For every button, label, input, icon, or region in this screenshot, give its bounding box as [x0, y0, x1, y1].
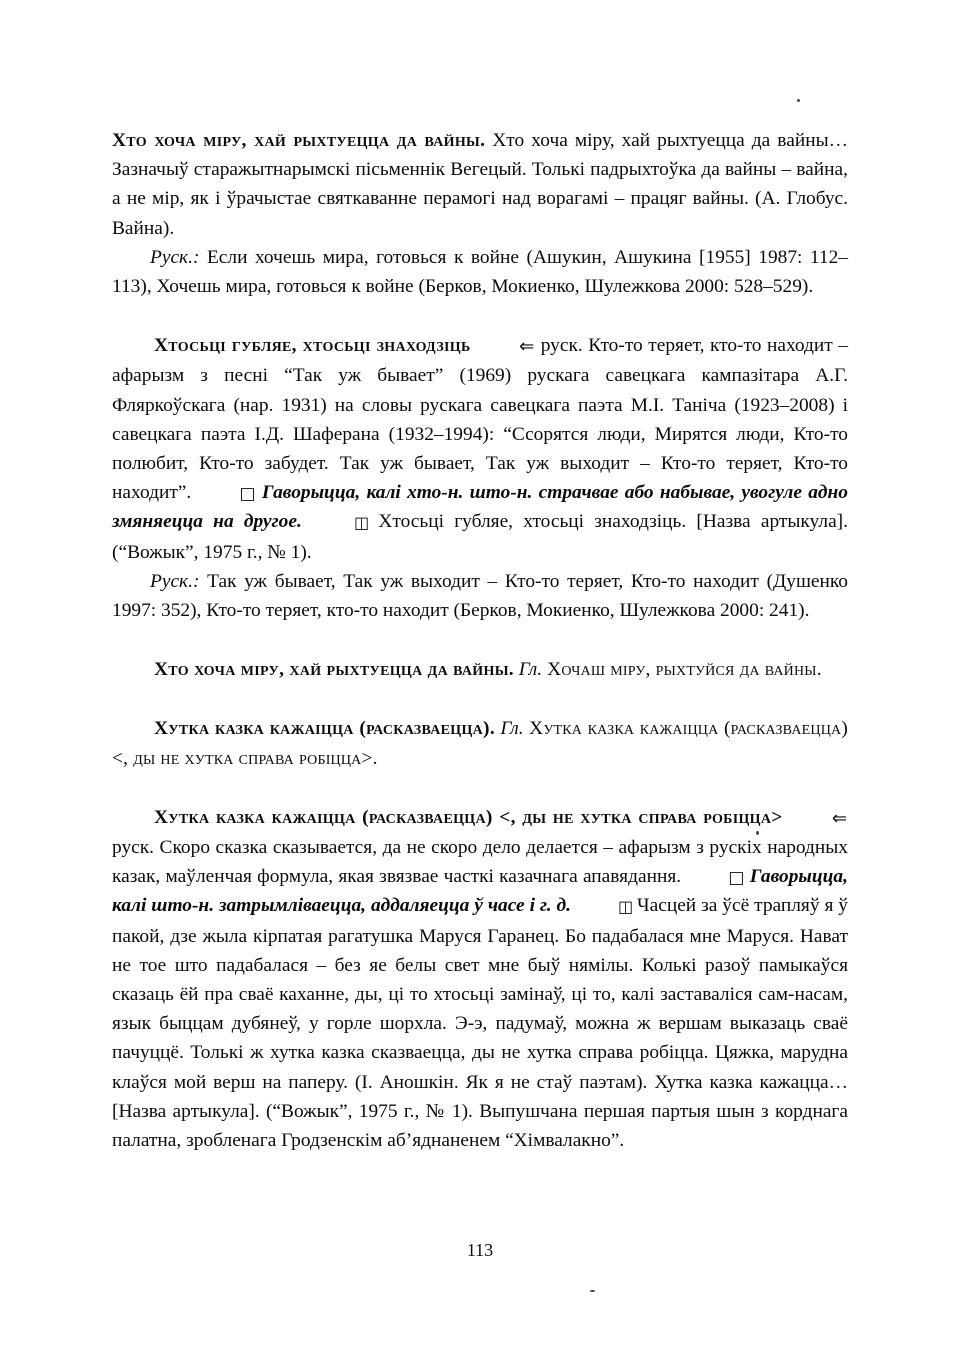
- dictionary-entry: [112, 331, 848, 567]
- entry-illustration: Часцей за ўсё трапляў я ў пакой, дзе жыла кірпатая рагатушка Маруся Гаранец. Бо падабалася мне Маруся. Нават не тое што падабалася – без яе белы свет мне быў нямілы. Колькі разоў памыкаўся сказаць ёй пра сваё каханне, ды, ці то хтосьці замінаў, ці то, калі заставаліся сам-насам, язык быццам дубянеў, у горле шорхла. Э-э, падумаў, можна ж вершам выказаць сваё пачуццё. Толькі ж хутка казка сказваецца, ды не хутка справа робіцца. Цяжка, марудна клаўся мой верш на паперу. (І. Аношкін. Як я не стаў паэтам). Хутка казка кажацца… [Назва артыкула]. (“Вожык”, 1975 г., № 1). Выпушчана першая партыя шын з корднага палатна, зробленага Гродзенскім аб’яднаненем “Хімвалакно”.: [112, 895, 848, 1152]
- borrowed-from-arrow-icon: ⇐: [519, 336, 535, 358]
- entry-headword: Хто хоча міру, хай рыхтуецца да вайны.: [154, 659, 514, 681]
- entry-separator: [112, 301, 848, 331]
- entry-body: Хто хоча міру, хай рыхтуецца да вайны… Зазначыў старажытнарымскі пісьменнік Вегецый. Толькі падрыхтоўка да вайны – вайна, а не мір, як і ўрачыстае святкаванне перамогі над ворагамі – працяг вайны. (А. Глобус. Вайна).: [112, 130, 848, 239]
- page-text-body: [112, 126, 848, 1155]
- scan-speck: [590, 1290, 595, 1292]
- russian-equivalent-line: [112, 243, 848, 301]
- page-number: 113: [466, 1240, 494, 1260]
- dictionary-entry: [112, 803, 848, 1155]
- scan-speck: [756, 831, 759, 835]
- entry-headword: Хутка казка кажаіцца (расказваецца).: [154, 718, 495, 740]
- meaning-square-icon: □: [728, 868, 745, 889]
- see-also-target: Хутка казка кажаіцца (расказваецца) <, ды не хутка справа робіцца>.: [112, 718, 848, 769]
- russian-body: Так уж бывает, Так уж выходит – Кто-то теряет, Кто-то находит (Душенко 1997: 352), Кто-то теряет, кто-то находит (Берков, Мокиенко, Шулежкова 2000: 241).: [112, 570, 848, 622]
- entry-headword: Хутка казка кажаіцца (расказваецца) <, ды не хутка справа робіцца>: [154, 806, 783, 828]
- entry-headword: Хто хоча міру, хай рыхтуецца да вайны.: [112, 130, 486, 151]
- scan-speck: [797, 99, 800, 102]
- entry-definition: Гаворыцца, калі што-н. затрымліваецца, аддаляецца ў часе і г. д.: [112, 866, 848, 917]
- see-also-label: Гл.: [500, 718, 524, 740]
- entry-body: Кто-то теряет, кто-то находит – афарызм з песні “Так уж бывает” (1969) рускага савецкага кампазітара А.Г. Фляркоўскага (нар. 1931) на словы рускага савецкага паэта М.І. Таніча (1923–2008) і савецкага паэта І.Д. Шаферана (1932–1994): “Ссорятся люди, Мирятся люди, Кто-то полюбит, Кто-то забудет. Так уж бывает, Так уж выходит – Кто-то теряет, Кто-то находит”.: [112, 335, 848, 504]
- see-also-target: Хочаш міру, рыхтуйся да вайны.: [542, 659, 822, 681]
- illustration-book-icon: ◫: [354, 513, 369, 533]
- entry-illustration: Хтосьці губляе, хтосьці знаходзіць. [Назва артыкула]. (“Вожык”, 1975 г., № 1).: [112, 511, 848, 563]
- entry-separator: [112, 625, 848, 655]
- dictionary-entry: [112, 126, 848, 243]
- entry-separator: [112, 773, 848, 803]
- entry-body: Скоро сказка сказывается, да не скоро дело делается – афарызм з рускіх народных казак, маўленчая формула, якая звязвае часткі казачнага апавядання.: [112, 837, 848, 888]
- entry-separator: [112, 684, 848, 714]
- dictionary-entry: [112, 655, 848, 684]
- russian-label: Руск.:: [150, 570, 200, 592]
- see-also-label: Гл.: [518, 659, 543, 681]
- meaning-square-icon: □: [239, 484, 256, 505]
- russian-label: Руск.:: [150, 246, 200, 268]
- russian-equivalent-line: [112, 567, 848, 625]
- entry-headword: Хтосьці губляе, хтосьці знаходзіць: [154, 335, 471, 357]
- russian-body: Если хочешь мира, готовься к войне (Ашукин, Ашукина [1955] 1987: 112–113), Хочешь мира, готовься к войне (Берков, Мокиенко, Шулежкова 2000: 528–529).: [112, 246, 848, 298]
- borrowed-from-arrow-icon: ⇐: [831, 807, 847, 829]
- illustration-book-icon: ◫: [617, 897, 633, 917]
- source-language: руск.: [535, 335, 583, 357]
- dictionary-entry: [112, 714, 848, 772]
- source-language: руск.: [112, 837, 155, 859]
- entry-definition: Гаворыцца, калі хто-н. што-н. страчвае або набывае, увогуле адно змяняецца на другое.: [112, 482, 848, 533]
